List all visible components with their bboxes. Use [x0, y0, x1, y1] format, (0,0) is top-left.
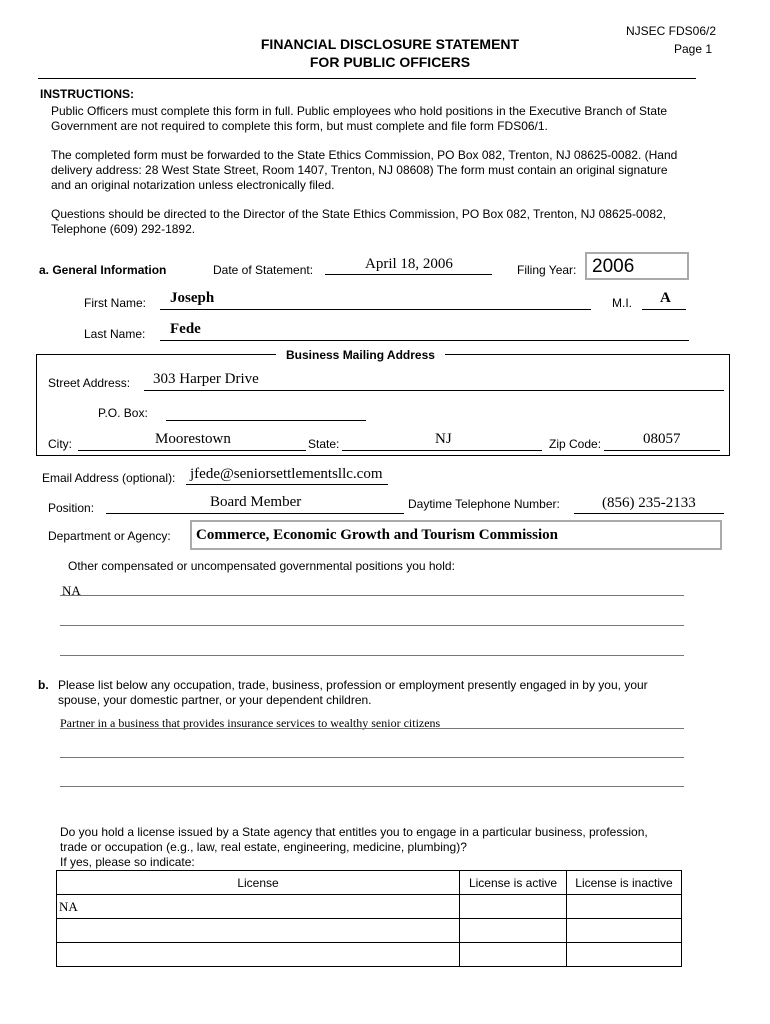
other-positions-line1[interactable]: NA: [62, 583, 81, 598]
license-table-header: [57, 871, 682, 895]
first-name-label: First Name:: [84, 296, 147, 310]
table-row: [57, 919, 682, 943]
instructions-p2-line1: The completed form must be forwarded to the State Ethics Commission, PO Box 082, Trenton, NJ 08625-0082. (Hand: [51, 148, 678, 162]
date-label: Date of Statement:: [213, 263, 314, 277]
form-code: NJSEC FDS06/2: [626, 24, 717, 38]
business-address-box: [36, 354, 730, 456]
phone-field[interactable]: (856) 235-2133: [602, 495, 696, 511]
position-label: Position:: [48, 501, 95, 515]
position-underline: [106, 513, 404, 514]
section-b-question-line1: Please list below any occupation, trade, business, profession or employment presently engaged in by you, your: [58, 678, 648, 692]
license-inactive-header: License is inactive: [567, 871, 682, 895]
license-question-line2: trade or occupation (e.g., law, real estate, engineering, medicine, plumbing)?: [60, 840, 467, 854]
occupation-answer[interactable]: Partner in a business that provides insurance services to wealthy senior citizens: [60, 716, 441, 730]
date-underline: [325, 274, 492, 275]
license-header: License: [57, 871, 460, 895]
po-box-label: P.O. Box:: [98, 406, 148, 420]
state-underline: [342, 450, 542, 451]
department-field[interactable]: [190, 520, 722, 550]
filing-year-field[interactable]: [585, 252, 689, 280]
occupation-underline1: [60, 728, 684, 729]
street-underline: [144, 390, 724, 391]
zip-underline: [604, 450, 720, 451]
license-question-line3: If yes, please so indicate:: [60, 855, 195, 869]
instructions-p2-line2: delivery address: 28 West State Street, Room 1407, Trenton, NJ 08608) The form must contain an original signature: [51, 163, 668, 177]
phone-label: Daytime Telephone Number:: [408, 497, 560, 511]
filing-year-value: 2006: [592, 256, 635, 277]
form-title-line1: FINANCIAL DISCLOSURE STATEMENT: [260, 36, 520, 52]
last-name-field[interactable]: Fede: [170, 321, 201, 337]
city-label: City:: [48, 437, 72, 451]
page-number: Page 1: [674, 42, 713, 56]
instructions-heading: INSTRUCTIONS:: [40, 87, 134, 101]
table-row: [57, 895, 682, 919]
position-field[interactable]: Board Member: [210, 494, 302, 510]
license-table: [56, 870, 682, 967]
other-positions-label: Other compensated or uncompensated governmental positions you hold:: [68, 559, 455, 573]
department-value: Commerce, Economic Growth and Tourism Commission: [196, 527, 558, 543]
license-active-cell[interactable]: [460, 919, 567, 943]
city-field[interactable]: Moorestown: [155, 431, 231, 447]
po-box-field[interactable]: [170, 401, 366, 419]
last-name-label: Last Name:: [84, 327, 146, 341]
mi-field[interactable]: A: [660, 290, 671, 306]
license-inactive-cell[interactable]: [567, 919, 682, 943]
section-b-question-line2: spouse, your domestic partner, or your dependent children.: [58, 693, 372, 707]
license-question-line1: Do you hold a license issued by a State agency that entitles you to engage in a particular business, profession,: [60, 825, 648, 839]
other-positions-underline3[interactable]: [60, 655, 684, 656]
instructions-p1-line1: Public Officers must complete this form in full. Public employees who hold positions in the Executive Branch of State: [51, 104, 668, 118]
license-cell[interactable]: [57, 919, 460, 943]
zip-label: Zip Code:: [549, 437, 602, 451]
form-title-line2: FOR PUBLIC OFFICERS: [309, 54, 471, 70]
instructions-p3-line1: Questions should be directed to the Director of the State Ethics Commission, PO Box 082, Trenton, NJ 08625-0082,: [51, 207, 666, 221]
table-row: [57, 943, 682, 967]
instructions-p2-line3: and an original notarization unless electronically filed.: [51, 178, 335, 192]
occupation-underline3[interactable]: [60, 786, 684, 787]
po-box-underline: [166, 420, 366, 421]
zip-code-field[interactable]: 08057: [643, 431, 681, 447]
street-label: Street Address:: [48, 376, 131, 390]
license-inactive-cell[interactable]: [567, 895, 682, 919]
street-address-field[interactable]: 303 Harper Drive: [153, 371, 259, 387]
other-positions-underline2[interactable]: [60, 625, 684, 626]
first-name-field[interactable]: Joseph: [170, 290, 215, 306]
business-address-title: Business Mailing Address: [276, 348, 445, 362]
occupation-underline2[interactable]: [60, 757, 684, 758]
license-active-cell[interactable]: [460, 895, 567, 919]
mi-underline: [642, 309, 686, 310]
department-label: Department or Agency:: [48, 529, 171, 543]
header-rule: [38, 78, 696, 79]
general-info-heading: a. General Information: [39, 263, 167, 277]
first-name-underline: [160, 309, 591, 310]
phone-underline: [574, 513, 724, 514]
city-underline: [78, 450, 306, 451]
mi-label: M.I.: [612, 296, 632, 310]
license-active-header: License is active: [460, 871, 567, 895]
date-of-statement-field[interactable]: April 18, 2006: [365, 256, 453, 272]
other-positions-underline1: [60, 595, 684, 596]
license-active-cell[interactable]: [460, 943, 567, 967]
email-field[interactable]: jfede@seniorsettlementsllc.com: [190, 466, 383, 482]
email-label: Email Address (optional):: [42, 471, 176, 485]
instructions-p1-line2: Government are not required to complete this form, but must complete and file form FDS06/1.: [51, 119, 548, 133]
section-b-marker: b.: [38, 678, 49, 692]
instructions-p3-line2: Telephone (609) 292-1892.: [51, 222, 196, 236]
license-inactive-cell[interactable]: [567, 943, 682, 967]
last-name-underline: [160, 340, 689, 341]
filing-year-label: Filing Year:: [517, 263, 577, 277]
license-cell[interactable]: NA: [57, 895, 460, 919]
email-underline: [186, 484, 388, 485]
license-cell[interactable]: [57, 943, 460, 967]
state-field[interactable]: NJ: [435, 431, 452, 447]
state-label: State:: [308, 437, 340, 451]
